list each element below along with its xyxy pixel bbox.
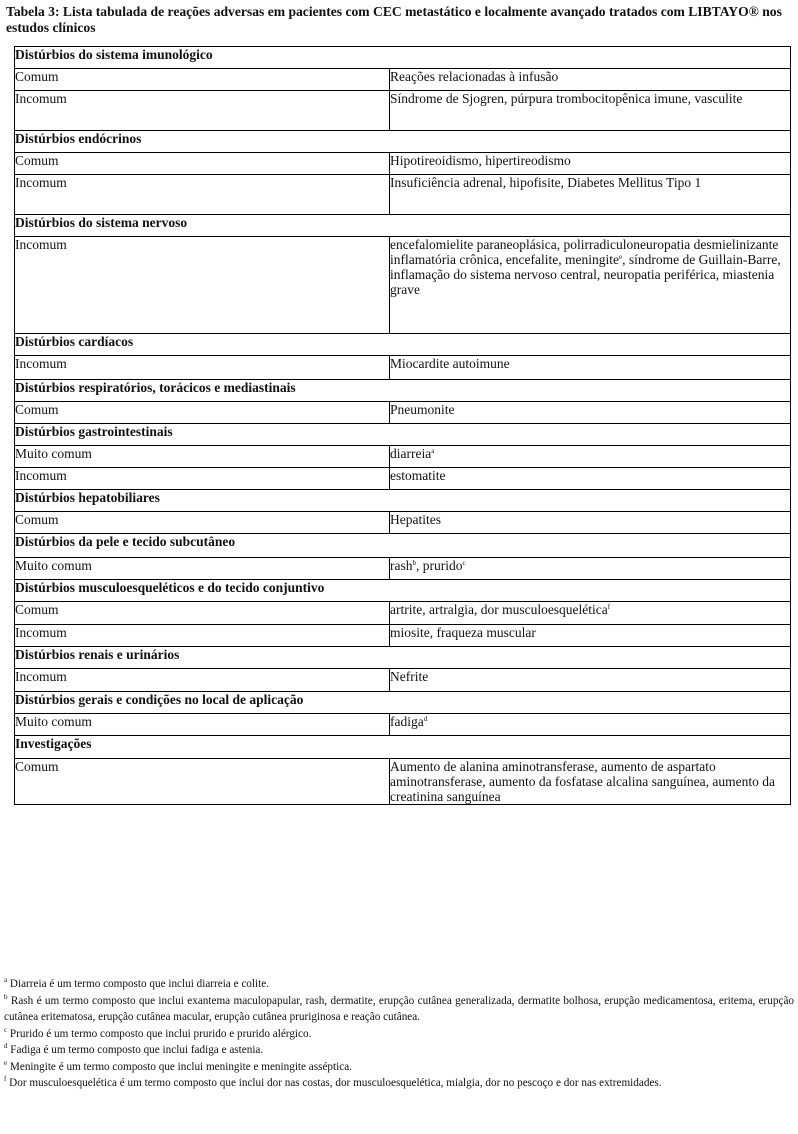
reaction-cell — [390, 669, 791, 692]
reaction-text: diarreia — [390, 446, 432, 461]
footnotes — [4, 976, 794, 1092]
frequency-cell: Comum — [15, 512, 390, 534]
category-row — [15, 334, 791, 356]
reaction-text: fadiga — [390, 714, 424, 729]
category-heading: Distúrbios renais e urinários — [15, 647, 791, 669]
reaction-text: artrite, artralgia, dor musculoesquelética — [390, 602, 608, 617]
category-heading: Distúrbios da pele e tecido subcutâneo — [15, 534, 791, 558]
category-row — [15, 736, 791, 759]
table-row — [15, 468, 791, 490]
reaction-text: Aumento de alanina aminotransferase, aumento de aspartato aminotransferase, aumento da fosfatase alcalina sanguínea, aumento da creatinina sanguínea — [390, 759, 775, 804]
frequency-cell: Comum — [15, 153, 390, 175]
table-row — [15, 558, 791, 580]
frequency-cell: Incomum — [15, 237, 390, 334]
reaction-cell — [390, 175, 791, 215]
reaction-cell — [390, 153, 791, 175]
reaction-text: encefalomielite paraneoplásica, polirradiculoneuropatia desmielinizante inflamatória crônica, encefalite, meningite — [390, 237, 779, 267]
category-row — [15, 580, 791, 602]
footnote-marker: e — [619, 253, 623, 261]
category-heading: Distúrbios do sistema nervoso — [15, 215, 791, 237]
footnote — [4, 1042, 794, 1059]
reaction-cell — [390, 356, 791, 380]
footnote-mark: d — [4, 1042, 8, 1050]
reaction-cell — [390, 759, 791, 805]
category-row — [15, 647, 791, 669]
reaction-text: Pneumonite — [390, 402, 455, 417]
table-row — [15, 714, 791, 736]
reaction-cell — [390, 558, 791, 580]
footnote-mark: f — [4, 1075, 7, 1083]
footnote-marker: a — [431, 447, 435, 455]
adverse-reactions-table — [14, 46, 791, 805]
category-row — [15, 534, 791, 558]
footnote-text: Meningite é um termo composto que inclui meningite e meningite asséptica. — [9, 1060, 352, 1073]
category-row — [15, 131, 791, 153]
reaction-text: Miocardite autoimune — [390, 356, 510, 371]
reaction-cell — [390, 625, 791, 647]
footnote — [4, 1059, 794, 1076]
footnote-text: Dor musculoesquelética é um termo composto que inclui dor nas costas, dor musculoesquelética, mialgia, dor no pescoço e dor nas extremidades. — [9, 1077, 662, 1089]
table-row — [15, 625, 791, 647]
table-row — [15, 446, 791, 468]
footnote-text: Rash é um termo composto que inclui exantema maculopapular, rash, dermatite, erupção cutânea generalizada, dermatite bolhosa, erupção medicamentosa, eritema, erupção cutânea eritematosa, erupção cutânea macular, erupção cutânea pruriginosa e reação cutânea. — [4, 994, 794, 1023]
category-heading: Distúrbios hepatobiliares — [15, 490, 791, 512]
reaction-text: , prurido — [416, 558, 463, 573]
reaction-cell — [390, 237, 791, 334]
reaction-text: Reações relacionadas à infusão — [390, 69, 559, 84]
category-heading: Investigações — [15, 736, 791, 759]
category-row — [15, 380, 791, 402]
table-row — [15, 153, 791, 175]
footnote-marker: b — [412, 559, 416, 567]
footnote-text: Fadiga é um termo composto que inclui fadiga e astenia. — [10, 1044, 264, 1056]
frequency-cell: Incomum — [15, 468, 390, 490]
category-heading: Distúrbios gerais e condições no local de aplicação — [15, 692, 791, 714]
reaction-text: Insuficiência adrenal, hipofisite, Diabetes Mellitus Tipo 1 — [390, 175, 702, 190]
table-row — [15, 759, 791, 805]
footnote-mark: b — [4, 992, 8, 1001]
reaction-cell — [390, 402, 791, 424]
footnote — [4, 1026, 794, 1043]
table-row — [15, 512, 791, 534]
reaction-cell — [390, 468, 791, 490]
footnote — [4, 1075, 794, 1092]
frequency-cell: Incomum — [15, 625, 390, 647]
footnote-mark: c — [4, 1025, 8, 1034]
table-row — [15, 237, 791, 334]
footnote — [4, 993, 794, 1026]
reaction-text: rash — [390, 558, 413, 573]
table-row — [15, 175, 791, 215]
frequency-cell: Comum — [15, 602, 390, 625]
frequency-cell: Incomum — [15, 669, 390, 692]
category-row — [15, 692, 791, 714]
frequency-cell: Comum — [15, 69, 390, 91]
reaction-text: Hepatites — [390, 512, 441, 527]
table-row — [15, 402, 791, 424]
reaction-cell — [390, 91, 791, 131]
reaction-cell — [390, 512, 791, 534]
table-row — [15, 356, 791, 380]
reaction-text: miosite, fraqueza muscular — [390, 625, 536, 640]
category-row — [15, 424, 791, 446]
reaction-text: , síndrome de Guillain-Barre, inflamação do sistema nervoso central, neuropatia periférica, miastenia grave — [390, 252, 781, 297]
footnote-mark: a — [4, 976, 8, 984]
table-row — [15, 669, 791, 692]
reaction-cell — [390, 602, 791, 625]
frequency-cell: Comum — [15, 759, 390, 805]
frequency-cell: Incomum — [15, 91, 390, 131]
footnote-text: Diarreia é um termo composto que inclui diarreia e colite. — [9, 978, 269, 990]
frequency-cell: Muito comum — [15, 558, 390, 580]
frequency-cell: Incomum — [15, 356, 390, 380]
footnote-mark: e — [4, 1058, 8, 1067]
footnote-text: Prurido é um termo composto que inclui prurido e prurido alérgico. — [9, 1027, 312, 1040]
footnote-marker: f — [607, 603, 611, 611]
category-heading: Distúrbios do sistema imunológico — [15, 47, 791, 69]
category-heading: Distúrbios musculoesqueléticos e do tecido conjuntivo — [15, 580, 791, 602]
category-heading: Distúrbios respiratórios, torácicos e mediastinais — [15, 380, 791, 402]
category-row — [15, 47, 791, 69]
reaction-text: Nefrite — [390, 669, 429, 684]
frequency-cell: Incomum — [15, 175, 390, 215]
table-title: Tabela 3: Lista tabulada de reações adversas em pacientes com CEC metastático e localmente avançado tratados com LIBTAYO® nos estudos clínicos — [6, 4, 782, 35]
footnote-marker: c — [462, 559, 466, 567]
frequency-cell: Comum — [15, 402, 390, 424]
category-row — [15, 490, 791, 512]
reaction-text: Síndrome de Sjogren, púrpura trombocitopênica imune, vasculite — [390, 91, 743, 106]
reaction-cell — [390, 69, 791, 91]
reaction-cell — [390, 714, 791, 736]
reaction-cell — [390, 446, 791, 468]
footnote-marker: d — [423, 715, 428, 723]
category-heading: Distúrbios cardíacos — [15, 334, 791, 356]
category-heading: Distúrbios gastrointestinais — [15, 424, 791, 446]
table-row — [15, 602, 791, 625]
frequency-cell: Muito comum — [15, 714, 390, 736]
category-heading: Distúrbios endócrinos — [15, 131, 791, 153]
table-row — [15, 91, 791, 131]
reaction-text: estomatite — [390, 468, 446, 483]
frequency-cell: Muito comum — [15, 446, 390, 468]
footnote — [4, 976, 794, 993]
table-row — [15, 69, 791, 91]
category-row — [15, 215, 791, 237]
reaction-text: Hipotireoidismo, hipertireodismo — [390, 153, 571, 168]
